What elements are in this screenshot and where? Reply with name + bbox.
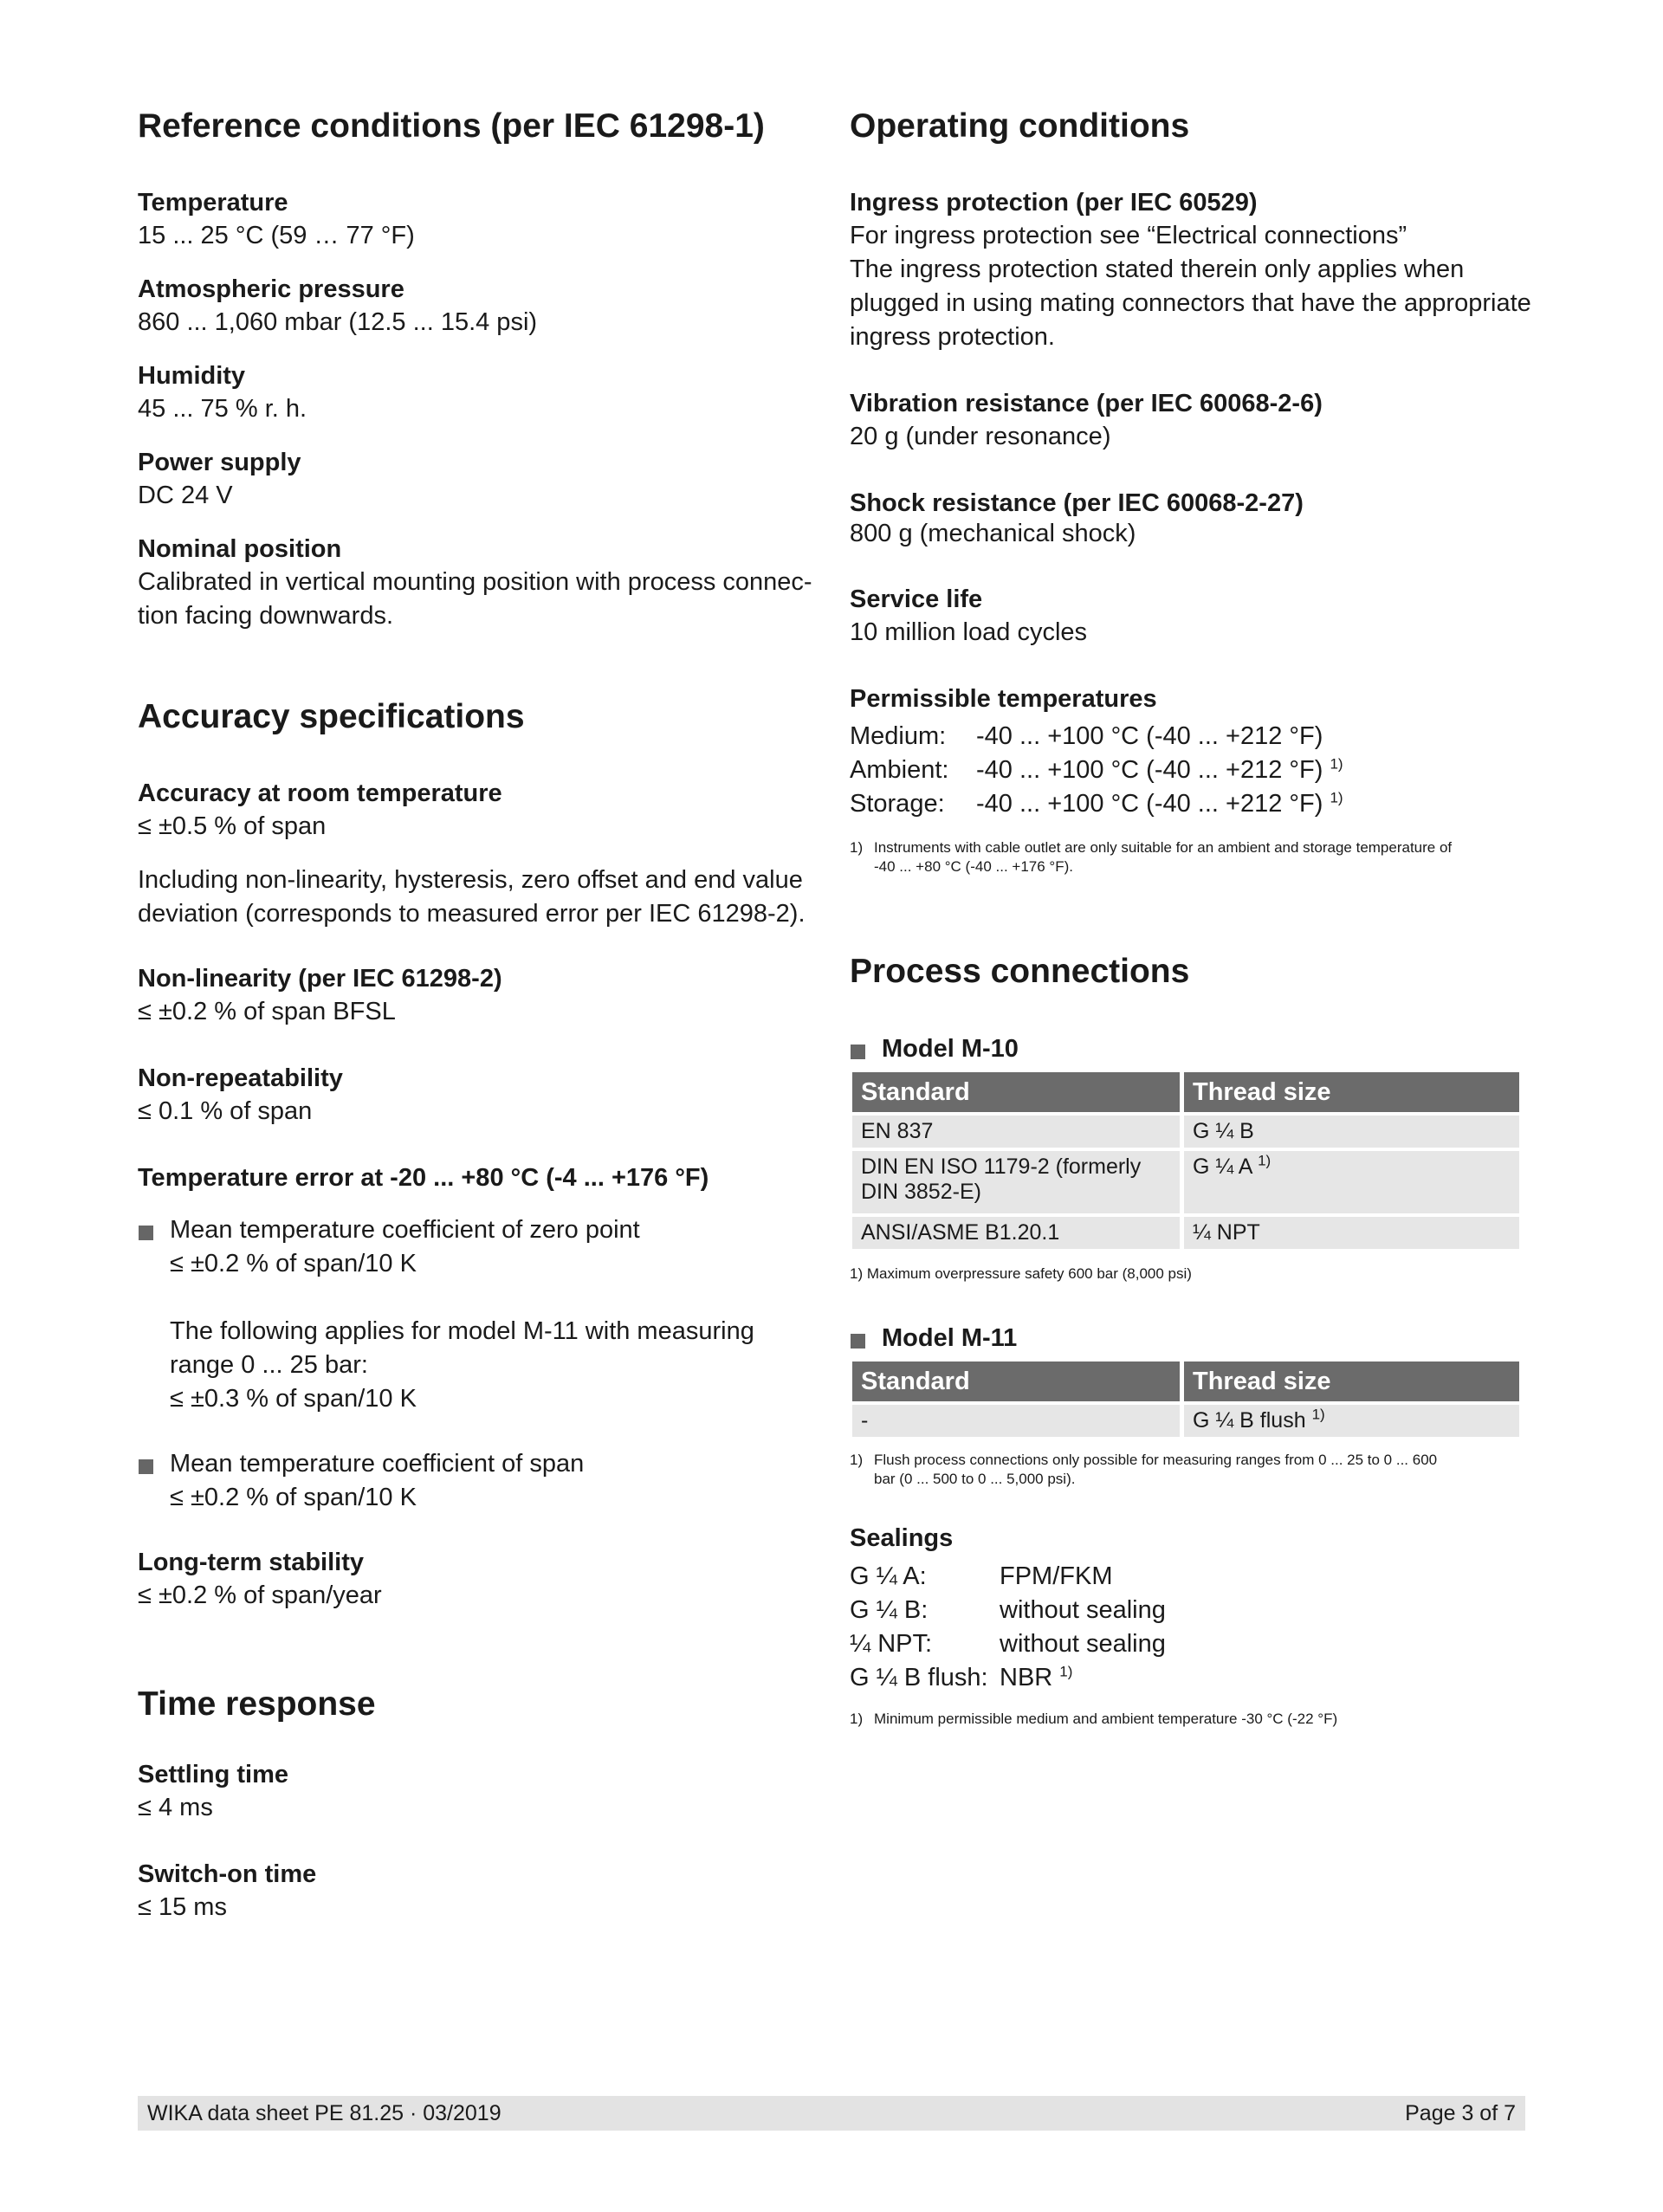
accuracy-room-temperature-value: ≤ ±0.5 % of span (138, 812, 327, 840)
column-header-standard: Standard (852, 1361, 1180, 1401)
sealings-label: Sealings (850, 1524, 954, 1552)
temperature-footnote-number: 1) (850, 839, 864, 856)
table-header-row (852, 1072, 1519, 1112)
bullet-square-icon (851, 1045, 865, 1059)
sealing-label-g14b-flush: G ¼ B flush: (850, 1664, 988, 1691)
ambient-temperature-label: Ambient: (850, 756, 949, 784)
sealings-footnote-number: 1) (850, 1711, 864, 1727)
temperature-footnote-line-1: Instruments with cable outlet are only suitable for an ambient and storage temperature of (874, 839, 1453, 856)
column-header-thread-size: Thread size (1184, 1361, 1519, 1401)
table-row (852, 1405, 1519, 1437)
shock-resistance-value: 800 g (mechanical shock) (850, 520, 1136, 547)
long-term-stability-label: Long-term stability (138, 1549, 365, 1576)
storage-temperature-label: Storage: (850, 790, 945, 818)
model-m10-label: Model M-10 (882, 1035, 1019, 1063)
footnote-marker: 1) (1311, 1406, 1325, 1423)
sealing-label-g14a: G ¼ A: (850, 1562, 927, 1590)
reference-conditions-heading: Reference conditions (per IEC 61298-1) (138, 107, 765, 145)
sealing-label-npt: ¼ NPT: (850, 1630, 933, 1658)
table-cell-standard: ANSI/ASME B1.20.1 (852, 1217, 1180, 1249)
accuracy-room-temperature-label: Accuracy at room temperature (138, 779, 502, 807)
humidity-label: Humidity (138, 362, 246, 390)
footnote-marker: 1) (1330, 789, 1343, 806)
temperature-footnote-line-2: -40 ... +80 °C (-40 ... +176 °F). (874, 858, 1073, 875)
table-cell-thread-size: ¼ NPT (1184, 1217, 1519, 1249)
bullet-square-icon (139, 1459, 153, 1474)
switch-on-time-label: Switch-on time (138, 1860, 317, 1888)
model-m10-footnote: 1) Maximum overpressure safety 600 bar (8,000 psi) (850, 1265, 1192, 1282)
table-row (852, 1151, 1519, 1213)
ingress-protection-line-4: ingress protection. (850, 323, 1055, 351)
footnote-marker: 1) (1330, 755, 1343, 773)
column-header-thread-size: Thread size (1184, 1072, 1519, 1112)
temperature-value: 15 ... 25 °C (59 … 77 °F) (138, 222, 415, 249)
sealing-label-g14b: G ¼ B: (850, 1596, 929, 1624)
accuracy-including-line-2: deviation (corresponds to measured error per IEC 61298-2). (138, 900, 806, 928)
model-m11-footnote-number: 1) (850, 1452, 864, 1468)
column-header-standard: Standard (852, 1072, 1180, 1112)
table-cell-thread-size: G ¼ A $^{1)}$ (1184, 1151, 1519, 1213)
model-m11-footnote-line-2: bar (0 ... 500 to 0 ... 5,000 psi). (874, 1471, 1076, 1487)
settling-time-value: ≤ 4 ms (138, 1794, 213, 1821)
power-supply-value: DC 24 V (138, 482, 233, 509)
table-cell-standard: EN 837 (852, 1116, 1180, 1148)
table-header-row (852, 1361, 1519, 1401)
span-coefficient-label: Mean temperature coefficient of span (170, 1450, 585, 1478)
temperature-error-label: Temperature error at -20 ... +80 °C (-4 ... +176 °F) (138, 1164, 709, 1192)
service-life-value: 10 million load cycles (850, 618, 1088, 646)
humidity-value: 45 ... 75 % r. h. (138, 395, 307, 423)
accuracy-including-line-1: Including non-linearity, hysteresis, zero offset and end value (138, 866, 803, 894)
switch-on-time-value: ≤ 15 ms (138, 1893, 227, 1921)
accuracy-specifications-heading: Accuracy specifications (138, 698, 525, 735)
bullet-square-icon (851, 1334, 865, 1349)
ingress-protection-line-1: For ingress protection see “Electrical connections” (850, 222, 1407, 249)
model-m11-note-line-1: The following applies for model M-11 with measuring (170, 1317, 754, 1345)
medium-temperature-label: Medium: (850, 722, 947, 750)
nominal-position-line-1: Calibrated in vertical mounting position with process connec- (138, 568, 812, 596)
time-response-heading: Time response (138, 1685, 376, 1723)
span-coefficient-value: ≤ ±0.2 % of span/10 K (170, 1484, 417, 1511)
zero-point-coefficient-label: Mean temperature coefficient of zero point (170, 1216, 640, 1244)
sealing-value-g14b-flush: NBR $^{1)}$ (1000, 1663, 1073, 1691)
footer-document-reference: WIKA data sheet PE 81.25 · 03/2019 (147, 2101, 501, 2125)
ambient-temperature-value: -40 ... +100 °C (-40 ... +212 °F) $^{1)}$ (976, 755, 1343, 784)
sealings-footnote-text: Minimum permissible medium and ambient temperature -30 °C (-22 °F) (874, 1711, 1338, 1727)
ingress-protection-line-3: plugged in using mating connectors that have the appropriate (850, 289, 1531, 317)
table-cell-thread-size: G ¼ B (1184, 1116, 1519, 1148)
table-cell-standard: - (852, 1405, 1180, 1437)
sealing-value-npt: without sealing (1000, 1630, 1166, 1658)
footnote-marker: 1) (1258, 1152, 1272, 1169)
nominal-position-line-2: tion facing downwards. (138, 602, 393, 630)
page-footer (138, 2096, 1525, 2131)
medium-temperature-value: -40 ... +100 °C (-40 ... +212 °F) (976, 722, 1323, 750)
non-linearity-label: Non-linearity (per IEC 61298-2) (138, 965, 502, 993)
non-repeatability-label: Non-repeatability (138, 1064, 343, 1092)
temperature-label: Temperature (138, 189, 288, 217)
settling-time-label: Settling time (138, 1761, 289, 1788)
operating-conditions-heading: Operating conditions (850, 107, 1190, 145)
storage-temperature-value: -40 ... +100 °C (-40 ... +212 °F) $^{1)}$ (976, 789, 1343, 818)
permissible-temperatures-label: Permissible temperatures (850, 685, 1157, 713)
long-term-stability-value: ≤ ±0.2 % of span/year (138, 1581, 382, 1609)
model-m11-footnote-line-1: Flush process connections only possible for measuring ranges from 0 ... 25 to 0 ... 600 (874, 1452, 1438, 1468)
process-connections-heading: Process connections (850, 953, 1190, 990)
vibration-resistance-value: 20 g (under resonance) (850, 423, 1111, 450)
footer-page-number: Page 3 of 7 (1405, 2101, 1516, 2125)
non-repeatability-value: ≤ 0.1 % of span (138, 1097, 313, 1125)
model-m10-table (848, 1069, 1524, 1252)
model-m11-label: Model M-11 (882, 1324, 1018, 1352)
table-row (852, 1217, 1519, 1249)
bullet-square-icon (139, 1226, 153, 1240)
power-supply-label: Power supply (138, 449, 301, 476)
nominal-position-label: Nominal position (138, 535, 342, 563)
zero-point-coefficient-value: ≤ ±0.2 % of span/10 K (170, 1250, 417, 1277)
model-m11-note-line-2: range 0 ... 25 bar: (170, 1351, 368, 1379)
non-linearity-value: ≤ ±0.2 % of span BFSL (138, 998, 396, 1025)
atmospheric-pressure-label: Atmospheric pressure (138, 275, 404, 303)
vibration-resistance-label: Vibration resistance (per IEC 60068-2-6) (850, 390, 1323, 417)
table-row (852, 1116, 1519, 1148)
ingress-protection-line-2: The ingress protection stated therein only applies when (850, 255, 1465, 283)
ingress-protection-label: Ingress protection (per IEC 60529) (850, 189, 1258, 217)
table-cell-thread-size: G ¼ B flush $^{1)}$ (1184, 1405, 1519, 1437)
sealing-value-g14a: FPM/FKM (1000, 1562, 1113, 1590)
model-m11-note-value: ≤ ±0.3 % of span/10 K (170, 1385, 417, 1413)
service-life-label: Service life (850, 585, 983, 613)
shock-resistance-label: Shock resistance (per IEC 60068-2-27) (850, 489, 1304, 517)
model-m11-table (848, 1358, 1524, 1440)
footnote-marker: 1) (1059, 1663, 1073, 1680)
sealing-value-g14b: without sealing (1000, 1596, 1166, 1624)
table-cell-standard: DIN EN ISO 1179-2 (formerly DIN 3852-E) (852, 1151, 1180, 1213)
atmospheric-pressure-value: 860 ... 1,060 mbar (12.5 ... 15.4 psi) (138, 308, 538, 336)
